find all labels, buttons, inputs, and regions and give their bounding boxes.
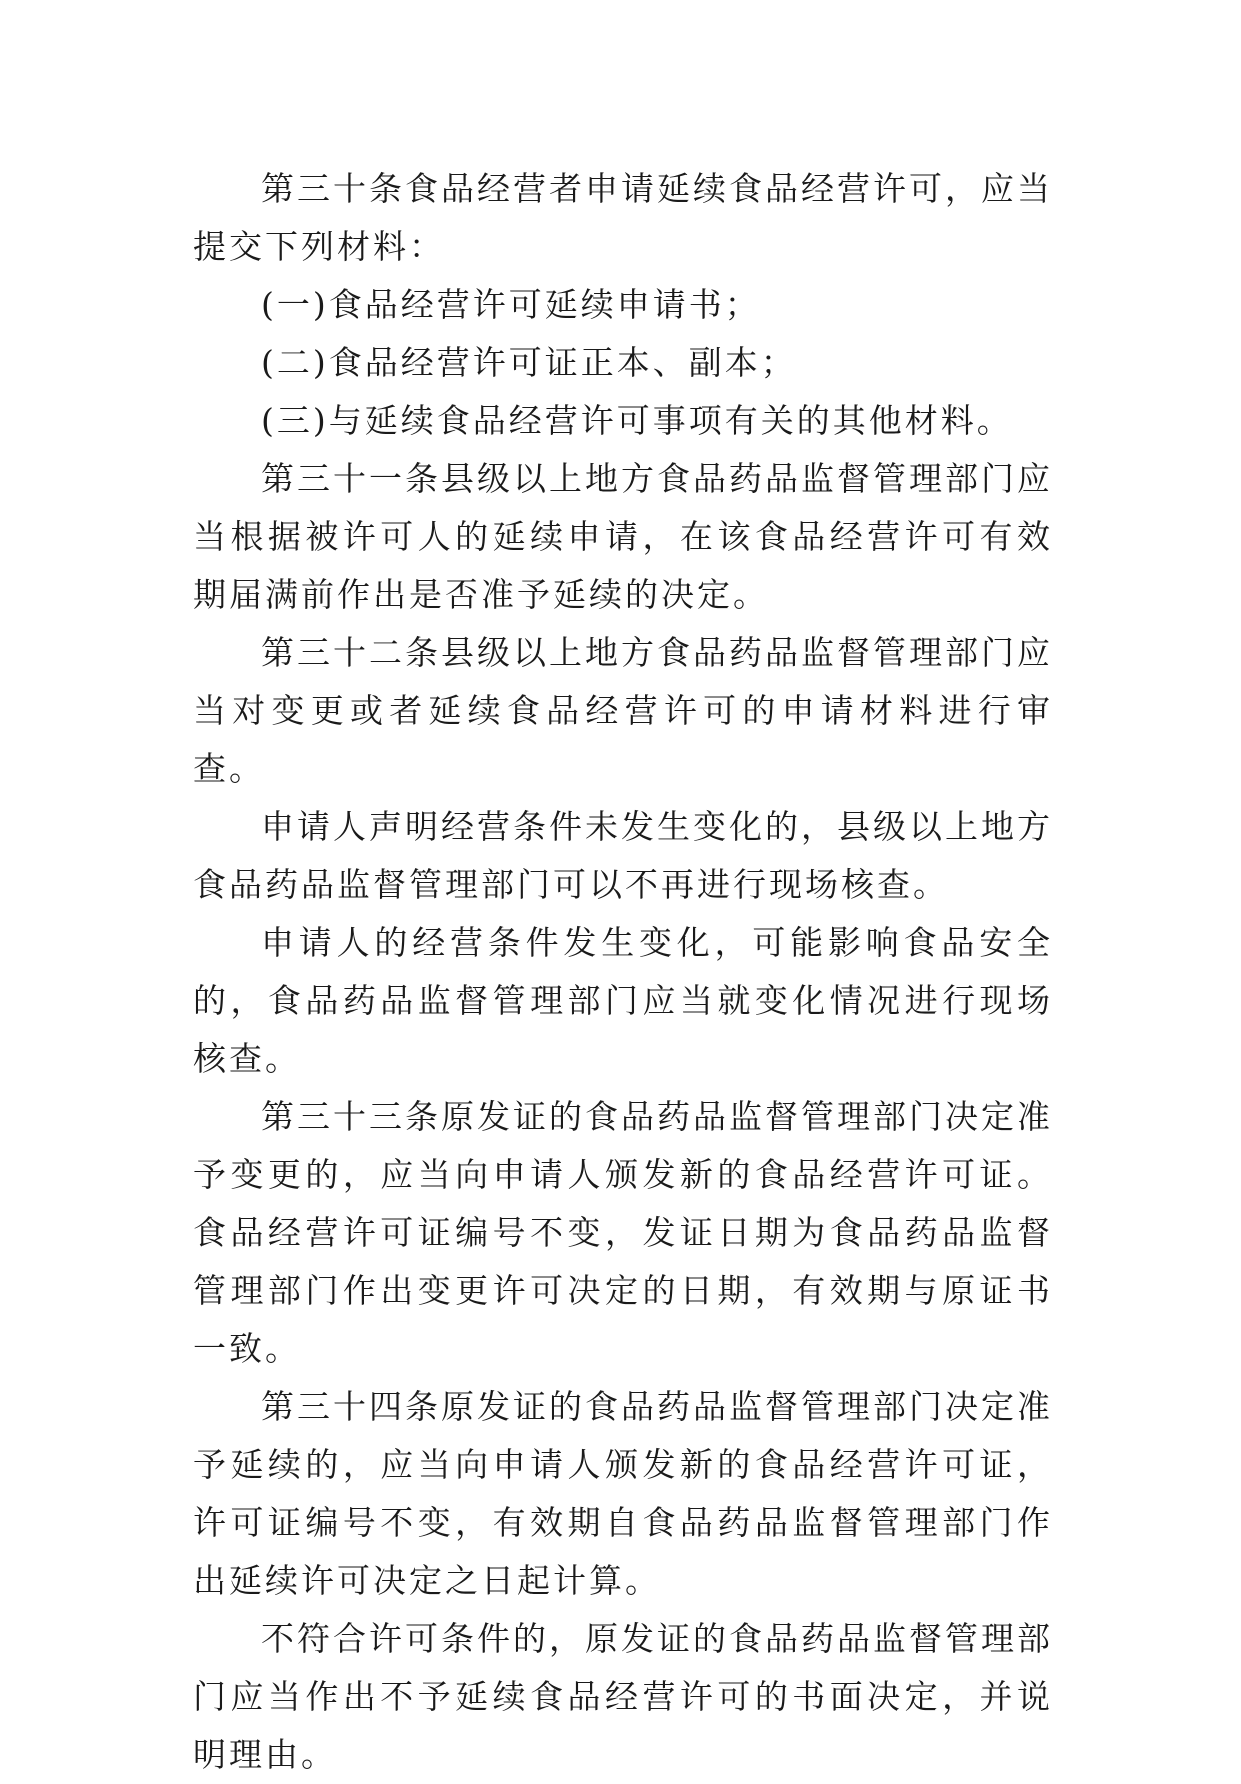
paragraph-article-34: 第三十四条原发证的食品药品监督管理部门决定准予延续的，应当向申请人颁发新的食品经营许可证，许可证编号不变，有效期自食品药品监督管理部门作出延续许可决定之日起计算。 xyxy=(193,1387,1053,1600)
paragraph-changed-conditions: 申请人的经营条件发生变化，可能影响食品安全的，食品药品监督管理部门应当就变化情况进行现场核查。 xyxy=(193,923,1053,1078)
paragraph-unchanged-conditions: 申请人声明经营条件未发生变化的，县级以上地方食品药品监督管理部门可以不再进行现场核查。 xyxy=(193,807,1053,904)
document-body xyxy=(193,160,1053,1784)
paragraph-article-30: 第三十条食品经营者申请延续食品经营许可，应当提交下列材料： xyxy=(193,169,1053,266)
paragraph-nonconforming: 不符合许可条件的，原发证的食品药品监督管理部门应当作出不予延续食品经营许可的书面决定，并说明理由。 xyxy=(193,1619,1053,1774)
paragraph-article-33: 第三十三条原发证的食品药品监督管理部门决定准予变更的，应当向申请人颁发新的食品经营许可证。食品经营许可证编号不变，发证日期为食品药品监督管理部门作出变更许可决定的日期，有效期与原证书一致。 xyxy=(193,1097,1053,1368)
paragraph-article-31: 第三十一条县级以上地方食品药品监督管理部门应当根据被许可人的延续申请，在该食品经营许可有效期届满前作出是否准予延续的决定。 xyxy=(193,459,1053,614)
paragraph-item-1: (一)食品经营许可延续申请书； xyxy=(261,285,761,324)
paragraph-item-3: (三)与延续食品经营许可事项有关的其他材料。 xyxy=(261,401,1013,440)
paragraph-article-32: 第三十二条县级以上地方食品药品监督管理部门应当对变更或者延续食品经营许可的申请材料进行审查。 xyxy=(193,633,1053,788)
paragraph-item-2: (二)食品经营许可证正本、副本； xyxy=(261,343,797,382)
